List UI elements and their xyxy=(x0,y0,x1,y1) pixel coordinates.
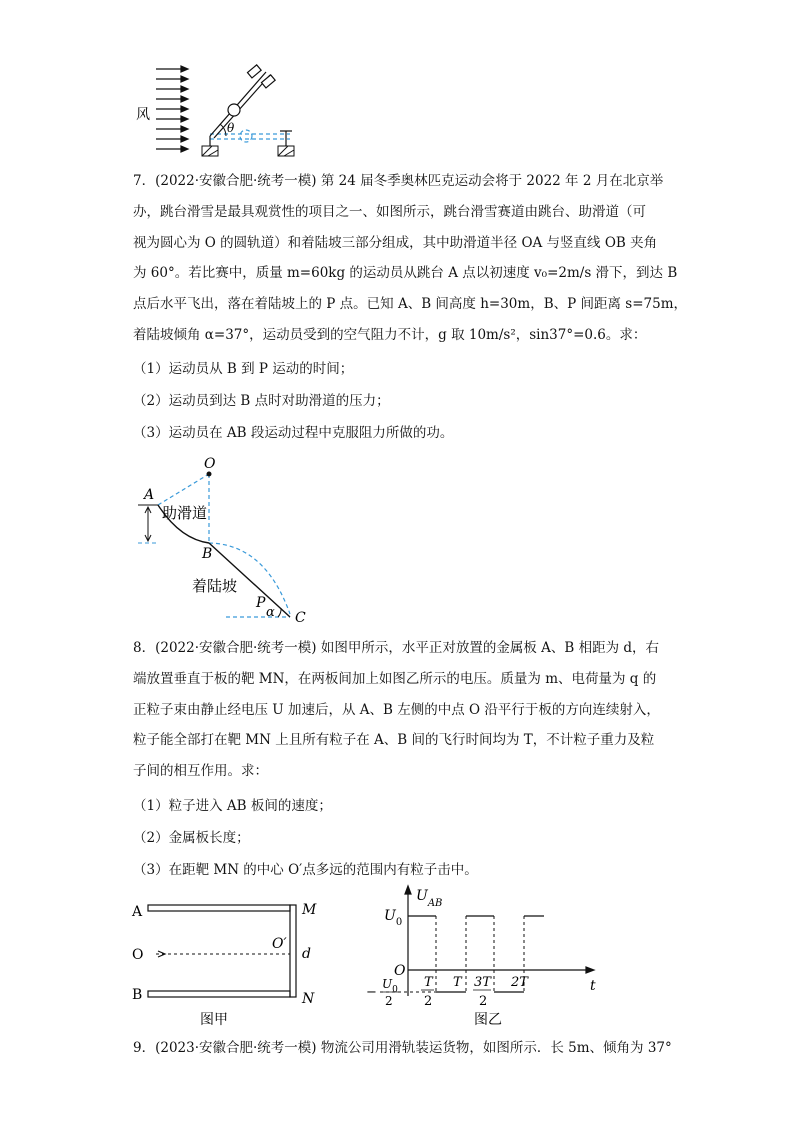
height-marker xyxy=(138,505,158,543)
q7-sub-3: （3）运动员在 AB 段运动过程中克服阻力所做的功。 xyxy=(133,425,454,441)
q7-line-1: 7．(2022·安徽合肥·统考一模) 第 24 届冬季奥林匹克运动会将于 2022 年 2 月在北京举 xyxy=(133,173,664,189)
supports xyxy=(202,146,294,156)
label-P: P xyxy=(256,595,266,611)
q8-sub-3: （3）在距靶 MN 的中心 O′点多远的范围内有粒子击中。 xyxy=(133,862,478,878)
label-slope: 着陆坡 xyxy=(192,577,238,595)
jia-label-B: B xyxy=(132,987,143,1003)
label-A: A xyxy=(144,487,155,503)
wind-label: 风 xyxy=(136,107,150,123)
q8-line-4: 粒子能全部打在靶 MN 上且所有粒子在 A、B 间的飞行时间均为 T，不计粒子重力及粒 xyxy=(133,732,655,749)
yi-caption: 图乙 xyxy=(474,1012,502,1028)
label-B: B xyxy=(202,546,213,562)
q7-text xyxy=(133,166,688,351)
q8-line-3: 正粒子束由静止经电压 U 加速后，从 A、B 左侧的中点 O 沿平行于板的方向连续射入， xyxy=(133,701,660,718)
yi-tick-3T2-den: 2 xyxy=(479,994,488,1009)
yi-tick-T2-num: T xyxy=(424,975,433,990)
center-O-dot xyxy=(207,472,212,477)
q8-line-1: 8．(2022·安徽合肥·统考一模) 如图甲所示，水平正对放置的金属板 A、B 相距为 d，右 xyxy=(133,640,660,656)
q7-line-2: 办，跳台滑雪是最具观赏性的项目之一、如图所示，跳台滑雪赛道由跳台、助滑道（可 xyxy=(133,203,646,220)
dashed-guides xyxy=(158,474,290,617)
yi-neg-minus: − xyxy=(366,985,377,1000)
yi-origin: O xyxy=(394,963,406,979)
yi-tick-3T2-num: 3T xyxy=(474,975,491,990)
yi-tick-T: T xyxy=(453,975,462,990)
figure-jia xyxy=(128,892,328,1032)
q7-sub-2: （2）运动员到达 B 点时对助滑道的压力； xyxy=(133,393,390,409)
alpha-arc xyxy=(278,608,281,617)
jia-label-d: d xyxy=(302,946,311,962)
q7-line-5: 点后水平飞出，落在着陆坡上的 P 点。已知 A、B 间高度 h=30m，B、P 间距离 s=75m， xyxy=(133,296,688,313)
yi-tick-2T: 2T xyxy=(511,975,528,990)
yi-y-axis-label: $U_{AB}$ xyxy=(416,888,443,909)
beam-arrow xyxy=(158,951,165,957)
label-alpha: α xyxy=(266,605,275,620)
jia-label-O-prime: O′ xyxy=(272,936,287,952)
jia-label-M: M xyxy=(302,902,317,918)
wind-figure xyxy=(130,58,305,162)
q8-line-5: 子间的相互作用。求： xyxy=(133,763,268,780)
tilted-rod xyxy=(210,65,275,138)
theta-label: θ xyxy=(227,121,235,135)
q7-sub-1: （1）运动员从 B 到 P 运动的时间； xyxy=(133,361,354,377)
yi-neg-den: 2 xyxy=(385,994,393,1008)
yi-tick-T2-den: 2 xyxy=(424,994,433,1009)
q7-line-6: 着陆坡倾角 α=37°，运动员受到的空气阻力不计，g 取 10m/s²，sin37°=0.6。求： xyxy=(133,326,647,343)
q7-line-3: 视为圆心为 O 的圆轨道）和着陆坡三部分组成，其中助滑道半径 OA 与竖直线 OB 夹角 xyxy=(133,234,658,251)
jia-label-A: A xyxy=(132,904,143,920)
yi-u0-label: $U_0$ xyxy=(384,908,403,928)
q7-line-4: 为 60°。若比赛中，质量 m=60kg 的运动员从跳台 A 点以初速度 v₀=2m/s 滑下，到达 B xyxy=(133,265,678,282)
label-C: C xyxy=(295,610,306,626)
q8-line-2: 端放置垂直于板的靶 MN，在两板间加上如图乙所示的电压。质量为 m、电荷量为 q 的 xyxy=(133,670,657,687)
jia-caption: 图甲 xyxy=(200,1012,228,1028)
ski-jump-figure xyxy=(130,452,320,627)
dashed-rod xyxy=(210,130,290,142)
figure-yi xyxy=(360,878,610,1033)
q8-sub-2: （2）金属板长度； xyxy=(133,830,250,846)
label-O: O xyxy=(204,456,216,472)
jia-label-O: O xyxy=(132,947,144,963)
yi-t-axis: t xyxy=(590,978,596,994)
q9-line-1: 9．(2023·安徽合肥·统考一模) 物流公司用滑轨装运货物，如图所示．长 5m、倾角为 37° xyxy=(133,1040,672,1056)
wind-arrows xyxy=(156,66,188,152)
label-runway: 助滑道 xyxy=(162,504,208,522)
jia-label-N: N xyxy=(302,991,315,1007)
q8-text xyxy=(133,633,663,787)
q8-sub-1: （1）粒子进入 AB 板间的速度； xyxy=(133,798,332,814)
yi-neg-num: $U_0$ xyxy=(382,977,398,995)
